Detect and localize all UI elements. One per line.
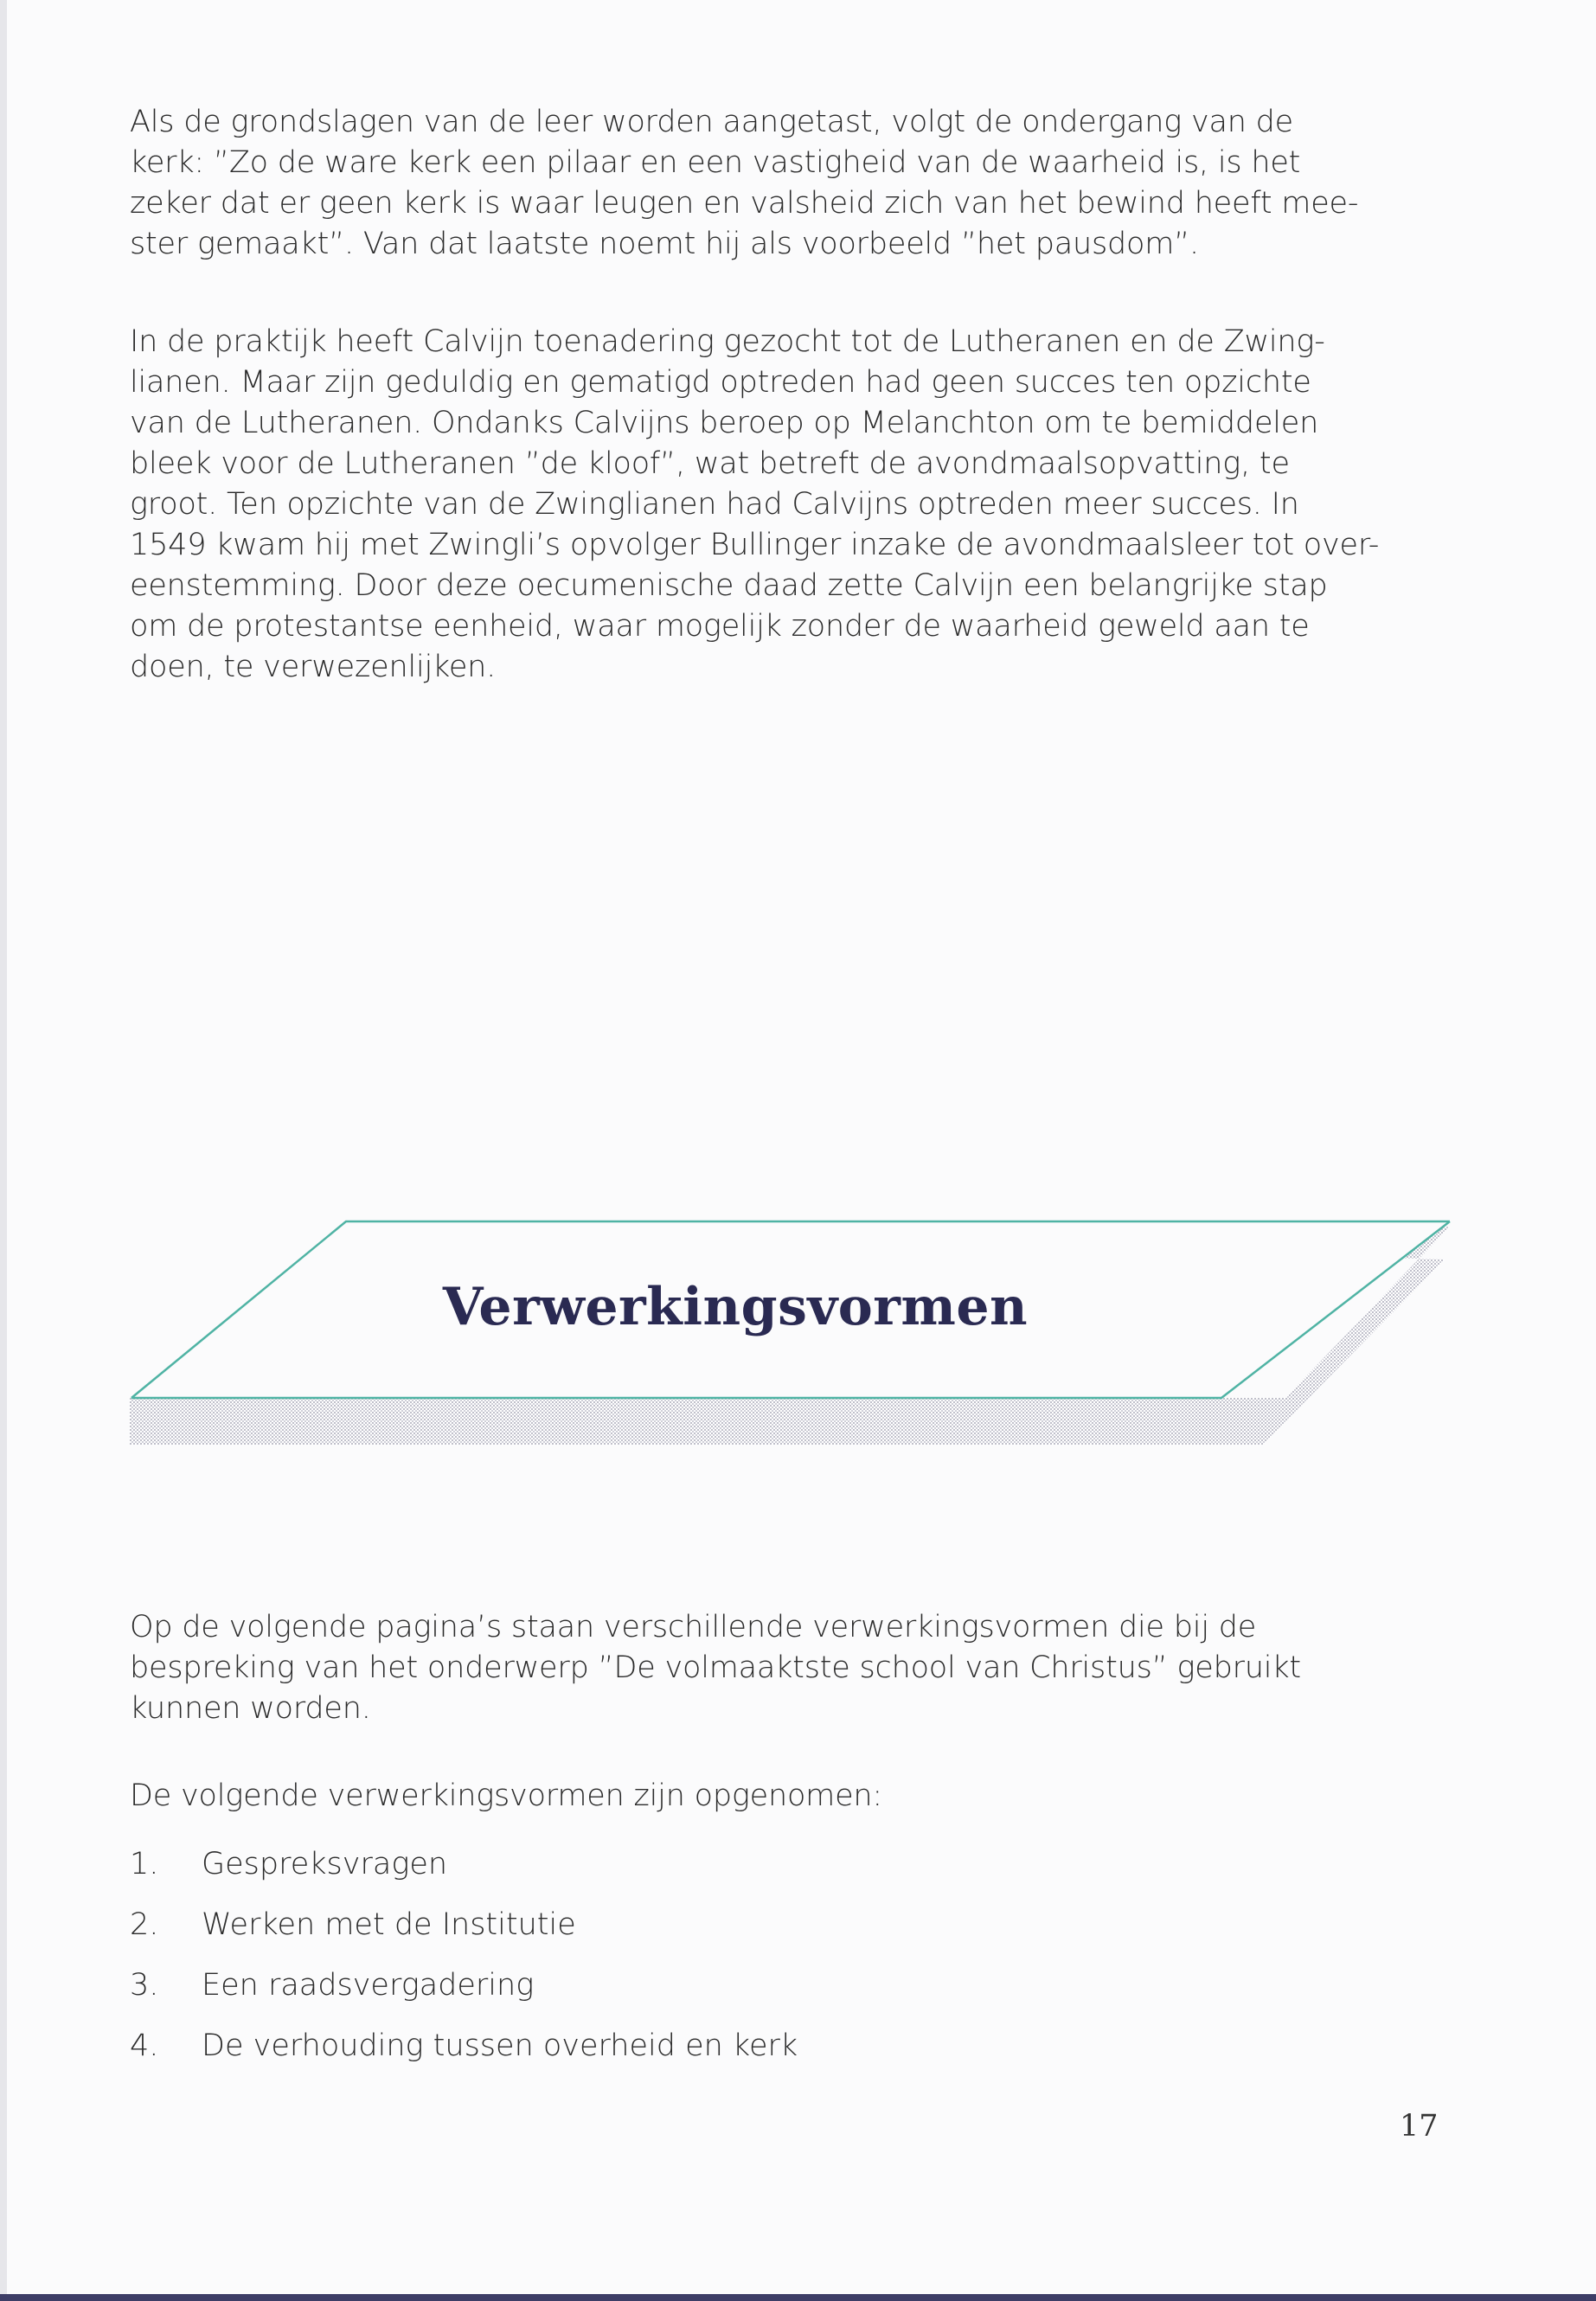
- text-line: Op de volgende pagina’s staan verschillende verwerkingsvormen die bij de: [130, 1610, 1257, 1644]
- list-number: 1.: [130, 1847, 159, 1881]
- text-line: De volgende verwerkingsvormen zijn opgenomen:: [130, 1779, 882, 1813]
- text-line: ster gemaakt”. Van dat laatste noemt hij als voorbeeld ”het pausdom”.: [130, 227, 1199, 261]
- text-line: In de praktijk heeft Calvijn toenadering gezocht tot de Lutheranen en de Zwing-: [130, 324, 1325, 359]
- banner-title: Verwerkingsvormen: [442, 1277, 1029, 1337]
- text-line: bleek voor de Lutheranen ”de kloof”, wat betreft de avondmaalsopvatting, te: [130, 446, 1290, 481]
- text-line: kunnen worden.: [130, 1691, 371, 1726]
- list-text: Werken met de Institutie: [202, 1907, 576, 1942]
- list-number: 4.: [130, 2029, 159, 2063]
- text-line: groot. Ten opzichte van de Zwinglianen had Calvijns optreden meer succes. In: [130, 487, 1299, 522]
- text-line: eenstemming. Door deze oecumenische daad zette Calvijn een belangrijke stap: [130, 568, 1328, 603]
- page-edge: [0, 0, 7, 2301]
- list-item: [130, 1894, 798, 1955]
- text-line: lianen. Maar zijn geduldig en gematigd optreden had geen succes ten opzichte: [130, 365, 1311, 400]
- paragraph-intro: [130, 102, 1427, 265]
- text-line: kerk: ”Zo de ware kerk een pilaar en een vastigheid van de waarheid is, is het: [130, 145, 1301, 180]
- page-edge-bottom: [0, 2294, 1596, 2301]
- paragraph-list-intro: [130, 1776, 1427, 1817]
- paragraph-praktijk: [130, 322, 1427, 688]
- paragraph-volgende-paginas: [130, 1607, 1427, 1729]
- list-text: De verhouding tussen overheid en kerk: [202, 2029, 798, 2063]
- text-line: Als de grondslagen van de leer worden aangetast, volgt de ondergang van de: [130, 105, 1293, 139]
- verwerkingsvormen-list: [130, 1834, 798, 2076]
- list-text: Gespreksvragen: [202, 1847, 448, 1881]
- list-number: 3.: [130, 1968, 159, 2003]
- text-line: doen, te verwezenlijken.: [130, 650, 497, 684]
- list-item: [130, 1955, 798, 2016]
- text-line: 1549 kwam hij met Zwingli’s opvolger Bullinger inzake de avondmaalsleer tot over-: [130, 528, 1380, 562]
- page-number: 17: [1400, 2109, 1439, 2144]
- list-item: [130, 2016, 798, 2076]
- text-line: zeker dat er geen kerk is waar leugen en valsheid zich van het bewind heeft mee-: [130, 186, 1359, 221]
- text-line: bespreking van het onderwerp ”De volmaaktste school van Christus” gebruikt: [130, 1650, 1301, 1685]
- list-text: Een raadsvergadering: [202, 1968, 535, 2003]
- text-line: van de Lutheranen. Ondanks Calvijns beroep op Melanchton om te bemiddelen: [130, 406, 1319, 440]
- list-number: 2.: [130, 1907, 159, 1942]
- section-banner: [130, 1218, 1453, 1460]
- text-line: om de protestantse eenheid, waar mogelijk zonder de waarheid geweld aan te: [130, 609, 1310, 644]
- list-item: [130, 1834, 798, 1894]
- banner-parallelogram: [130, 1218, 1453, 1460]
